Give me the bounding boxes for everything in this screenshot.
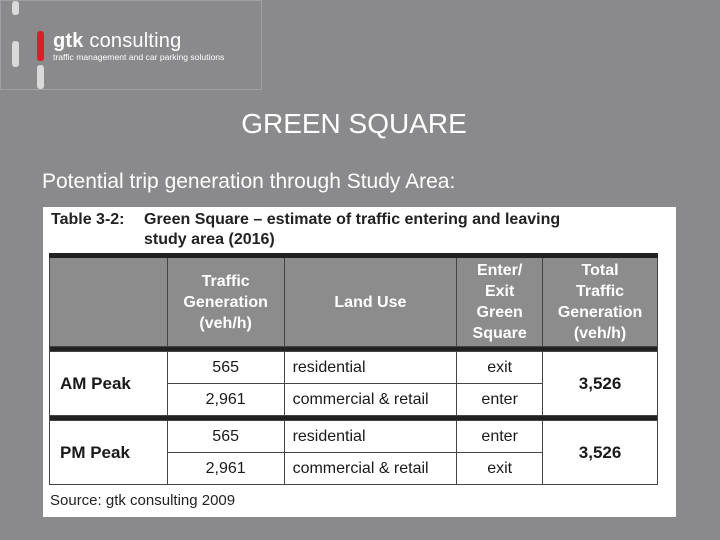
pm-peak-total: 3,526: [543, 421, 658, 485]
cell-land-use: commercial & retail: [284, 453, 457, 485]
logo-name: [53, 30, 181, 53]
table-row: [50, 352, 658, 384]
slide-subtitle: Potential trip generation through Study Area:: [42, 170, 456, 193]
header-traffic-generation: Traffic Generation (veh/h): [167, 256, 284, 347]
header-land-use: Land Use: [284, 256, 457, 347]
am-peak-label: AM Peak: [50, 352, 168, 416]
trip-generation-table: [49, 253, 658, 485]
logo-name-bold: gtk: [53, 30, 84, 52]
cell-direction: exit: [457, 352, 543, 384]
cell-direction: exit: [457, 453, 543, 485]
logo-tagline: traffic management and car parking solutions: [53, 52, 225, 62]
table-row: [50, 421, 658, 453]
logo-bar-decoration: [12, 1, 19, 15]
table-caption-line2: study area (2016): [144, 231, 275, 248]
cell-land-use: commercial & retail: [284, 384, 457, 416]
pm-peak-label: PM Peak: [50, 421, 168, 485]
logo-bar-accent: [37, 31, 44, 61]
cell-generation: 2,961: [167, 384, 284, 416]
slide-title: GREEN SQUARE: [241, 108, 467, 139]
cell-generation: 565: [167, 421, 284, 453]
cell-direction: enter: [457, 421, 543, 453]
company-logo: [0, 0, 262, 90]
cell-land-use: residential: [284, 352, 457, 384]
table-header-row: [50, 256, 658, 347]
logo-name-rest: consulting: [83, 30, 182, 52]
header-total-traffic: Total Traffic Generation (veh/h): [543, 256, 658, 347]
cell-generation: 2,961: [167, 453, 284, 485]
am-peak-total: 3,526: [543, 352, 658, 416]
table-caption-line1: Green Square – estimate of traffic entering and leaving: [144, 211, 561, 228]
table-source: Source: gtk consulting 2009: [50, 492, 236, 509]
header-enter-exit: Enter/ Exit Green Square: [457, 256, 543, 347]
table-panel: [43, 207, 676, 517]
logo-bar-decoration: [12, 41, 19, 67]
logo-bar-decoration: [37, 65, 44, 89]
header-empty: [50, 256, 168, 347]
cell-generation: 565: [167, 352, 284, 384]
cell-direction: enter: [457, 384, 543, 416]
table-caption: [51, 210, 560, 250]
table-caption-label: Table 3-2:: [51, 211, 125, 228]
cell-land-use: residential: [284, 421, 457, 453]
